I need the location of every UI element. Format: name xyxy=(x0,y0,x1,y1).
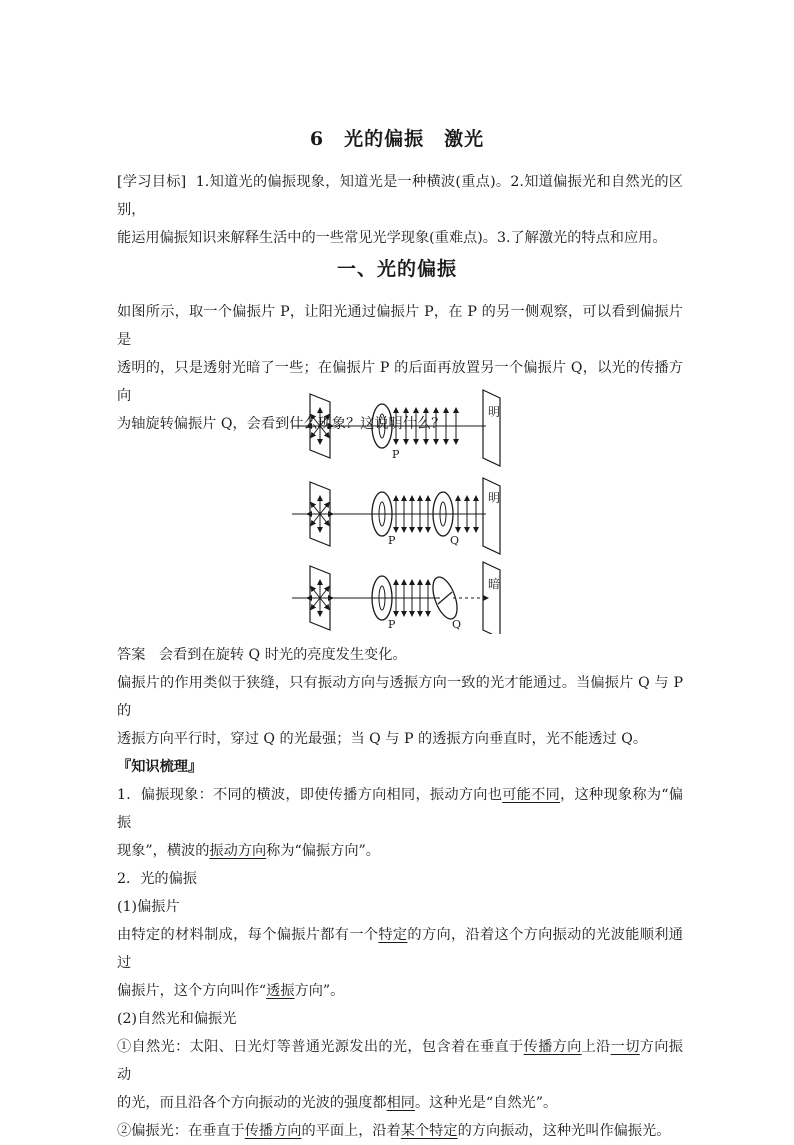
screen-3-label: 暗 xyxy=(488,577,501,591)
underlined-answer: 传播方向 xyxy=(523,1039,582,1055)
setup-row-2 xyxy=(292,478,500,554)
label-p-row2: P xyxy=(388,534,396,547)
knowledge-point-2: 2．光的偏振 xyxy=(117,871,197,887)
answer-label: 答案 xyxy=(117,647,146,663)
objectives-line-2: 能运用偏振知识来解释生活中的一些常见光学现象(重难点)。3.了解激光的特点和应用。 xyxy=(117,230,667,246)
question-line-1: 如图所示，取一个偏振片 P，让阳光通过偏振片 P，在 P 的另一侧观察，可以看到偏振片是 xyxy=(117,304,683,348)
underlined-answer: 相同 xyxy=(386,1095,415,1111)
explain-line-2: 透振方向平行时，穿过 Q 的光最强；当 Q 与 P 的透振方向垂直时，光不能透过 Q。 xyxy=(117,731,648,747)
underlined-answer: 特定 xyxy=(378,927,408,943)
explain-line-1: 偏振片的作用类似于狭缝，只有振动方向与透振方向一致的光才能通过。当偏振片 Q 与 P 的 xyxy=(117,675,683,719)
underlined-answer: 可能不同 xyxy=(502,787,561,803)
label-q-row3: Q xyxy=(452,618,462,631)
screen-1-label: 明 xyxy=(488,405,501,419)
knowledge-point-1: 1．偏振现象：不同的横波，即使传播方向相同，振动方向也可能不同，这种现象称为“偏振 xyxy=(117,787,683,831)
natural-light-arrows xyxy=(309,582,331,614)
subpoint-polarizer: (1)偏振片 xyxy=(117,899,180,915)
label-q-row2: Q xyxy=(450,534,460,547)
answer-block: 答案 会看到在旋转 Q 时光的亮度发生变化。 偏振片的作用类似于狭缝，只有振动方向与透振方向一致的光才能通过。当偏振片 Q 与 P 的 透振方向平行时，穿过 Q 的光最强；当 Q 与 P 的透振方向垂直时，光不能透过 Q。 『知识梳理』 1．偏振现象：不同的横波，即使传播方向相同，振动方向也可能不同，这种现象称为“偏振 现象”，横波的振动方向称为“偏振方向”。 2．光的偏振 (1)偏振片 由特定的材料制成，每个偏振片都有一个特定的方向，沿着这个方向振动的光波能顺利通过 偏振片，这个方向叫作“透振方向”。 (2)自然光和偏振光 ①自然光：太阳、日光灯等普通光源发出的光，包含着在垂直于传播方向上沿一切方向振动 的光，而且沿各个方向振动的光波的强度都相同。这种光是“自然光”。 ②偏振光：在垂直于传播方向的平面上，沿着某个特定的方向振动，这种光叫作偏振光。 xyxy=(117,641,683,1145)
knowledge-label: 『知识梳理』 xyxy=(117,759,203,775)
screen-1 xyxy=(483,390,500,466)
setup-row-3 xyxy=(292,562,500,634)
polarized-light-definition: ②偏振光：在垂直于传播方向的平面上，沿着某个特定的方向振动，这种光叫作偏振光。 xyxy=(117,1123,671,1139)
natural-light-arrows xyxy=(309,498,331,530)
page-title: 6 光的偏振 激光 xyxy=(309,128,485,150)
answer-text: 会看到在旋转 Q 时光的亮度发生变化。 xyxy=(158,647,407,663)
underlined-answer: 振动方向 xyxy=(209,843,267,859)
natural-light-arrows xyxy=(309,410,331,442)
polarizer-diagram xyxy=(290,386,510,634)
natural-light-definition: ①自然光：太阳、日光灯等普通光源发出的光，包含着在垂直于传播方向上沿一切方向振动 xyxy=(117,1039,683,1083)
underlined-answer: 一切 xyxy=(610,1039,640,1055)
underlined-answer: 透振 xyxy=(266,983,295,999)
objectives-label: [学习目标] xyxy=(117,174,187,190)
underlined-answer: 传播方向 xyxy=(244,1123,302,1139)
question-line-2: 透明的，只是透射光暗了一些；在偏振片 P 的后面再放置另一个偏振片 Q，以光的传播方向 xyxy=(117,360,683,404)
section-title-polarization: 一、光的偏振 xyxy=(336,258,457,280)
objectives-line-1: 1.知道光的偏振现象，知道光是一种横波(重点)。2.知道偏振光和自然光的区别， xyxy=(117,174,683,218)
screen-2 xyxy=(483,478,500,554)
screen-2-label: 明 xyxy=(488,491,501,505)
subpoint-natural-polarized: (2)自然光和偏振光 xyxy=(117,1011,237,1027)
learning-objectives xyxy=(117,168,683,252)
setup-row-1 xyxy=(292,390,500,466)
question-line-3: 为轴旋转偏振片 Q，会看到什么现象？这说明什么？ xyxy=(117,416,446,432)
underlined-answer: 某个特定 xyxy=(400,1123,458,1139)
label-p-row1: P xyxy=(392,448,400,461)
polarizer-figure xyxy=(290,386,510,634)
label-p-row3: P xyxy=(388,618,396,631)
